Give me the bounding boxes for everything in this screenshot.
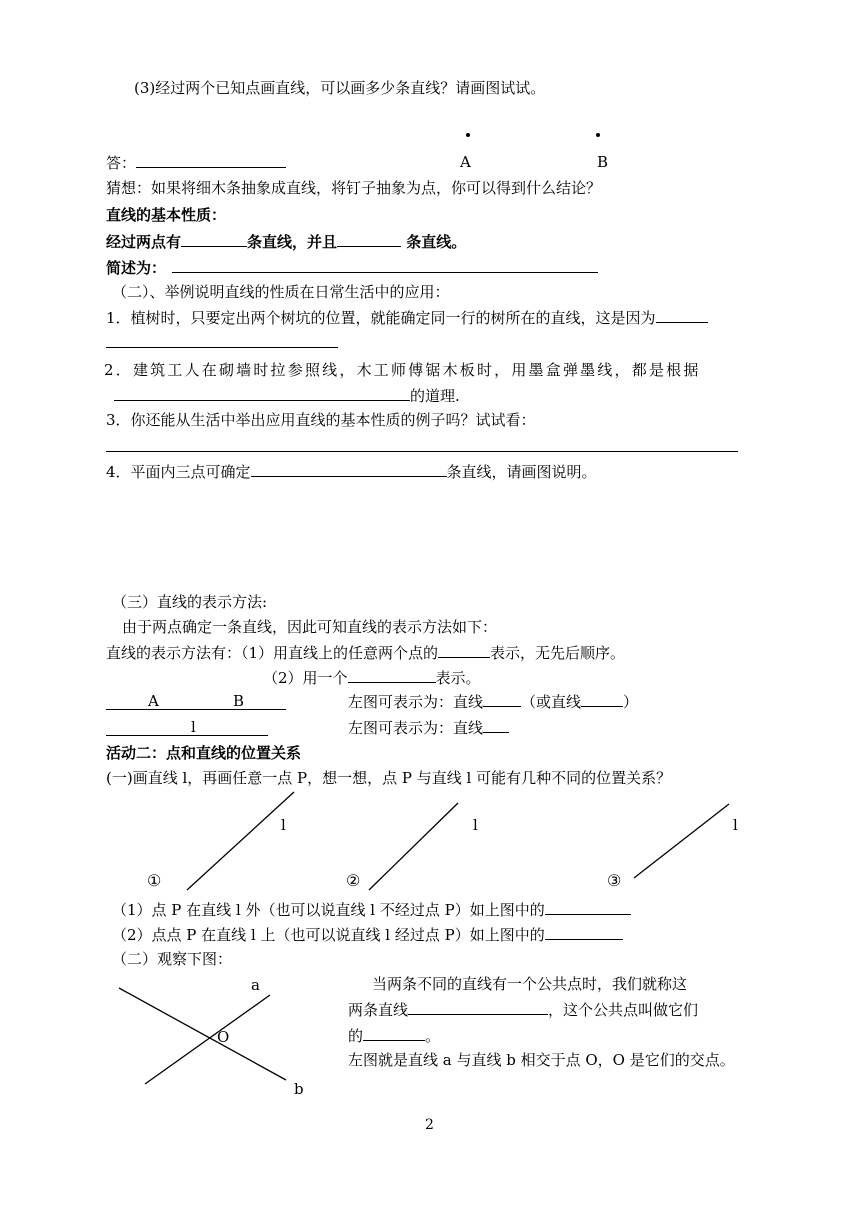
- item-1-blank[interactable]: [656, 307, 708, 323]
- answer-label: 答：: [106, 154, 137, 172]
- case-1-text: （1）点 P 在直线 l 外（也可以说直线 l 不经过点 P）如上图中的: [112, 901, 545, 919]
- line-l: [106, 735, 268, 736]
- intersect-text-1: 当两条不同的直线有一个公共点时，我们就称这: [372, 975, 688, 993]
- method-2-end: 表示。: [435, 669, 481, 687]
- case-2-blank[interactable]: [545, 924, 623, 940]
- activity-2-question: (一)画直线 l，再画任意一点 P，想一想，点 P 与直线 l 可能有几种不同的位置关系？: [106, 769, 672, 787]
- intersect-text-3b: 。: [425, 1027, 441, 1045]
- property-part-2: 条直线，并且: [247, 233, 338, 251]
- guess-text: 猜想：如果将细木条抽象成直线，将钉子抽象为点，你可以得到什么结论？: [106, 179, 602, 197]
- property-blank-2[interactable]: [337, 231, 401, 247]
- representation-1-text: 左图可表示为：直线: [348, 693, 484, 711]
- item-2-end-text: 的道理.: [410, 387, 460, 405]
- method-2: [263, 667, 481, 688]
- line-a-label: a: [251, 976, 260, 994]
- item-1-text: 1．植树时，只要定出两个树坑的位置，就能确定同一行的树所在的直线，这是因为: [106, 309, 656, 327]
- item-2-end: [114, 385, 460, 406]
- figure-2-number: ②: [346, 871, 361, 890]
- intersect-text-2b: ，这个公共点叫做它们: [548, 1001, 699, 1019]
- answer-line: [106, 152, 286, 173]
- point-b-dot: [596, 133, 600, 137]
- item-2: 2．建筑工人在砌墙时拉参照线，木工师傅锯木板时，用墨盒弹墨线，都是根据: [104, 361, 701, 379]
- case-2: [112, 924, 623, 945]
- method-1-text: 直线的表示方法有：（1）用直线上的任意两个点的: [106, 644, 439, 662]
- figure-1-number: ①: [147, 871, 162, 890]
- item-4-text-1: 4．平面内三点可确定: [106, 463, 251, 481]
- representation-2: [348, 717, 509, 738]
- figure-3-number: ③: [607, 871, 622, 890]
- property-blank-1[interactable]: [181, 231, 247, 247]
- method-2-text: （2）用一个: [263, 669, 348, 687]
- intersect-text-4: 左图就是直线 a 与直线 b 相交于点 O，O 是它们的交点。: [348, 1051, 735, 1069]
- line-ab-label-b: B: [233, 692, 245, 710]
- intersect-text-3a: 的: [348, 1027, 364, 1045]
- item-3-blank[interactable]: [106, 451, 738, 452]
- answer-blank[interactable]: [136, 152, 286, 168]
- intersect-text-2a: 两条直线: [348, 1001, 409, 1019]
- question-3: (3)经过两个已知点画直线，可以画多少条直线？请画图试试。: [134, 79, 546, 97]
- method-1-end: 表示，无先后顺序。: [490, 644, 626, 662]
- property-part-3: 条直线。: [401, 233, 467, 251]
- figure-2-label-l: l: [473, 816, 478, 834]
- figure-1-label-l: l: [281, 816, 286, 834]
- figure-1-line: [187, 792, 294, 890]
- line-a: [145, 995, 270, 1084]
- point-a-dot: [466, 133, 470, 137]
- line-ab: [106, 709, 286, 710]
- representation-1-blank-2[interactable]: [581, 691, 623, 707]
- method-1-blank[interactable]: [438, 642, 490, 658]
- figure-3-label-l: l: [733, 816, 738, 834]
- representation-1: [348, 691, 638, 712]
- intersect-blank-2[interactable]: [363, 1025, 425, 1041]
- representation-2-blank[interactable]: [483, 717, 509, 733]
- activity-2-title: 活动二：点和直线的位置关系: [106, 744, 302, 762]
- item-4-blank[interactable]: [251, 461, 447, 477]
- intersection-label-o: O: [217, 1028, 230, 1046]
- item-4: [106, 461, 597, 482]
- intersect-text-3: [348, 1025, 440, 1046]
- case-1: [112, 899, 631, 920]
- item-3: 3．你还能从生活中举出应用直线的基本性质的例子吗？试试看：: [106, 411, 536, 429]
- section-3-title: （三）直线的表示方法:: [112, 593, 268, 611]
- item-4-text-2: 条直线，请画图说明。: [446, 463, 597, 481]
- item-2-blank[interactable]: [114, 385, 410, 401]
- method-1: [106, 642, 625, 663]
- property-title: 直线的基本性质：: [106, 206, 227, 224]
- item-1-blank-cont[interactable]: [106, 347, 338, 348]
- method-2-blank[interactable]: [348, 667, 436, 683]
- brief-line: [106, 257, 598, 278]
- point-b-label: B: [597, 153, 609, 171]
- intersect-blank-1[interactable]: [408, 999, 548, 1015]
- case-2-text: （2）点点 P 在直线 l 上（也可以说直线 l 经过点 P）如上图中的: [112, 926, 545, 944]
- representation-2-text: 左图可表示为：直线: [348, 719, 484, 737]
- case-1-blank[interactable]: [545, 899, 631, 915]
- point-a-label: A: [460, 153, 471, 171]
- observe-title: （二）观察下图：: [112, 950, 233, 968]
- section-3-intro: 由于两点确定一条直线，因此可知直线的表示方法如下：: [122, 618, 498, 636]
- representation-1-blank[interactable]: [483, 691, 521, 707]
- item-1: [106, 307, 708, 328]
- property-part-1: 经过两点有: [106, 233, 182, 251]
- intersect-text-2: [348, 999, 698, 1020]
- representation-1-text-2: （或直线: [521, 693, 582, 711]
- property-statement: [106, 231, 466, 252]
- page-number: 2: [425, 1117, 434, 1133]
- figure-3-line: [634, 804, 729, 878]
- line-l-label: l: [191, 718, 196, 736]
- brief-label: 简述为：: [106, 259, 167, 277]
- line-b-label: b: [294, 1080, 304, 1098]
- figure-2-line: [369, 803, 458, 890]
- brief-blank[interactable]: [172, 257, 598, 273]
- representation-1-text-3: ）: [623, 693, 639, 711]
- section-2-title: （二）、举例说明直线的性质在日常生活中的应用：: [112, 283, 450, 301]
- line-ab-label-a: A: [148, 692, 159, 710]
